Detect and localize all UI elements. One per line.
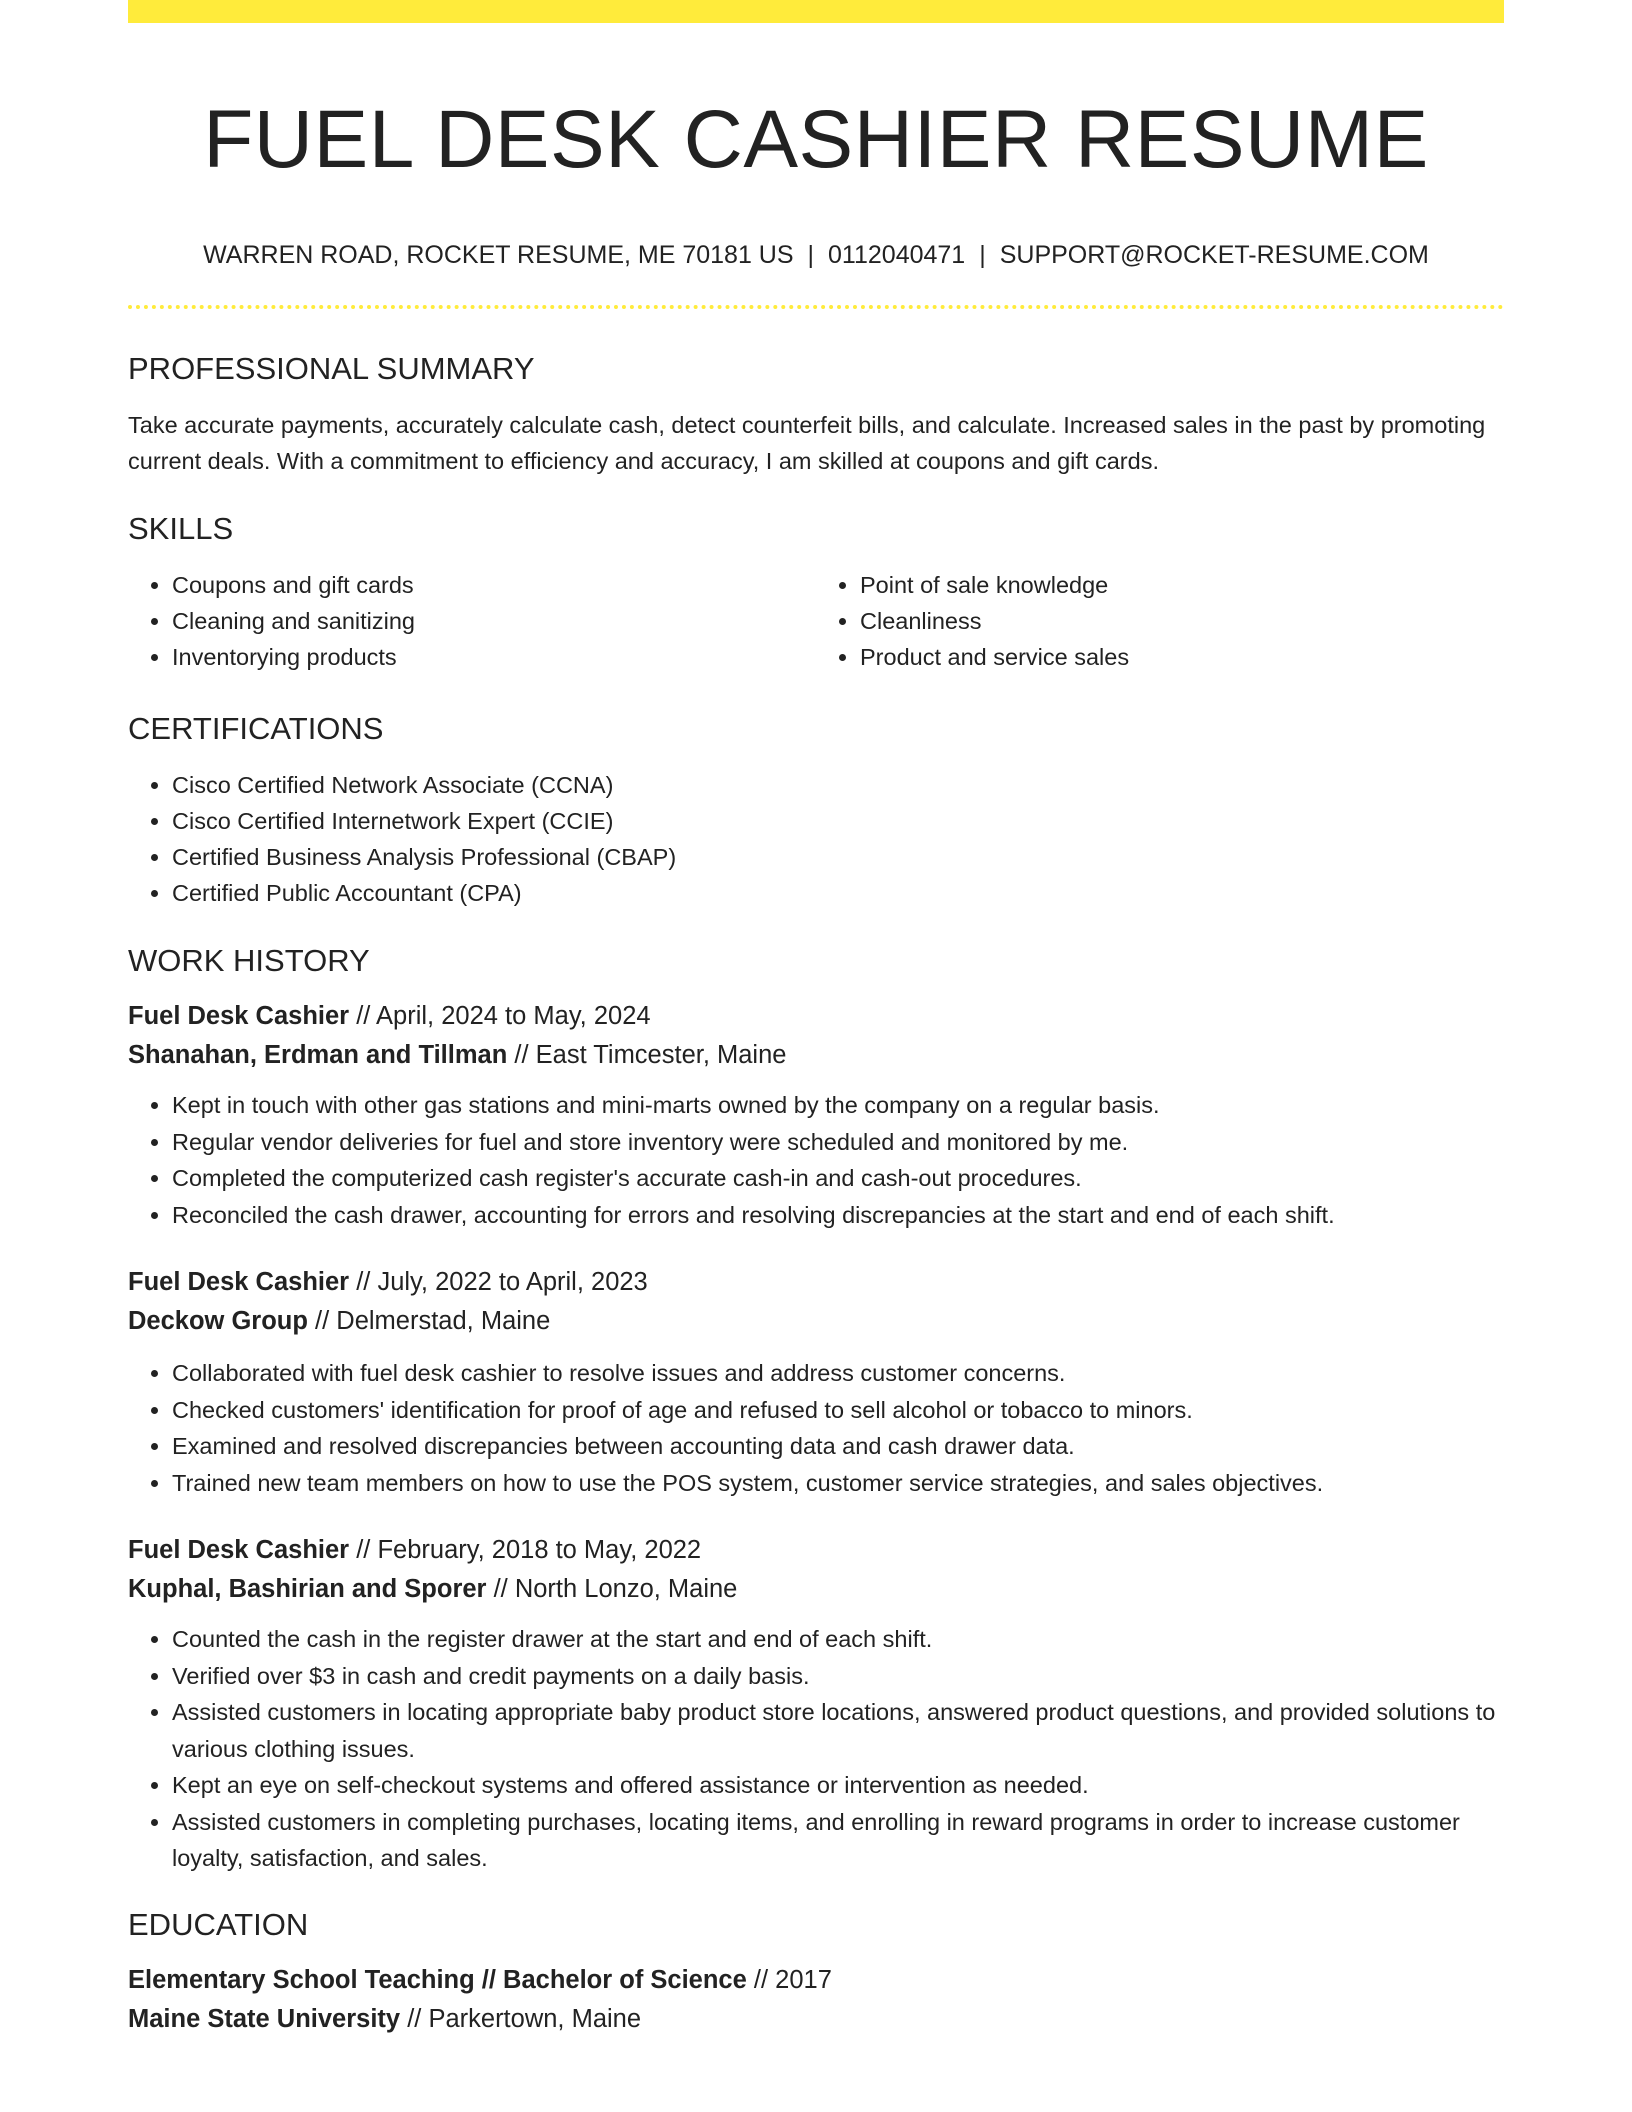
education-year: 2017 — [775, 1965, 832, 1994]
education-school-line — [128, 2000, 1504, 2039]
job-entry — [128, 997, 1504, 1233]
education-degree-line — [128, 1961, 1504, 2000]
education-location: Parkertown, Maine — [428, 2004, 642, 2033]
separator: // — [746, 1965, 776, 1994]
job-title-line — [128, 1263, 1504, 1302]
job-company-line — [128, 1036, 1504, 1075]
skill-item: • Cleaning and sanitizing — [172, 603, 816, 639]
section-heading-certifications: CERTIFICATIONS — [128, 711, 384, 746]
section-heading-education: EDUCATION — [128, 1906, 309, 1942]
dotted-divider — [128, 305, 1504, 309]
certification-item: • Certified Business Analysis Professional (CBAP) — [172, 839, 1504, 875]
job-bullet: • Counted the cash in the register drawer at the start and end of each shift. — [172, 1621, 1504, 1658]
summary-section — [128, 349, 1504, 479]
job-company: Shanahan, Erdman and Tillman — [128, 1041, 508, 1069]
certification-item: • Cisco Certified Internetwork Expert (CCIE) — [172, 803, 1504, 839]
job-role: Fuel Desk Cashier — [128, 1268, 350, 1296]
skills-grid — [128, 567, 1504, 675]
job-bullet: • Regular vendor deliveries for fuel and store inventory were scheduled and monitored by me. — [172, 1124, 1504, 1161]
job-location: East Timcester, Maine — [535, 1041, 787, 1069]
job-company: Kuphal, Bashirian and Sporer — [128, 1575, 487, 1603]
job-bullet: • Assisted customers in locating appropriate baby product store locations, answered product questions, and provided solutions to various clothing issues. — [172, 1694, 1504, 1767]
certifications-section — [128, 709, 1504, 911]
skill-item: • Inventorying products — [172, 639, 816, 675]
job-company-line — [128, 1302, 1504, 1341]
contact-separator: | — [979, 241, 986, 269]
skill-item: • Cleanliness — [860, 603, 1504, 639]
contact-line — [128, 239, 1504, 271]
section-heading-summary: PROFESSIONAL SUMMARY — [128, 351, 535, 386]
certification-item: • Cisco Certified Network Associate (CCNA) — [172, 767, 1504, 803]
job-dates: July, 2022 to April, 2023 — [377, 1268, 648, 1296]
job-bullets — [128, 1087, 1504, 1233]
job-role: Fuel Desk Cashier — [128, 1002, 350, 1030]
job-bullet: • Collaborated with fuel desk cashier to resolve issues and address customer concerns. — [172, 1355, 1504, 1392]
skills-section — [128, 509, 1504, 675]
education-school: Maine State University — [128, 2004, 401, 2033]
separator: // — [507, 1041, 536, 1069]
job-role: Fuel Desk Cashier — [128, 1536, 350, 1564]
job-company-line — [128, 1570, 1504, 1609]
resume-title: FUEL DESK CASHIER RESUME — [203, 94, 1429, 185]
certification-item: • Certified Public Accountant (CPA) — [172, 875, 1504, 911]
skill-item: • Product and service sales — [860, 639, 1504, 675]
section-heading-skills: SKILLS — [128, 511, 234, 546]
job-location: North Lonzo, Maine — [514, 1575, 738, 1603]
skills-list-left — [128, 567, 816, 675]
job-bullet: • Checked customers' identification for proof of age and refused to sell alcohol or tobacco to minors. — [172, 1392, 1504, 1429]
work-history-section — [128, 941, 1504, 1877]
job-entry — [128, 1263, 1504, 1501]
job-company: Deckow Group — [128, 1307, 308, 1335]
skill-item: • Coupons and gift cards — [172, 567, 816, 603]
contact-address: WARREN ROAD, ROCKET RESUME, ME 70181 US — [203, 241, 794, 269]
job-title-line — [128, 997, 1504, 1036]
job-entry — [128, 1531, 1504, 1877]
contact-email[interactable]: SUPPORT@ROCKET-RESUME.COM — [999, 241, 1429, 269]
separator: // — [400, 2004, 429, 2033]
separator: // — [349, 1002, 377, 1030]
summary-text: Take accurate payments, accurately calculate cash, detect counterfeit bills, and calculate. Increased sales in the past by promoting current deals. With a commitment to efficiency and accuracy, I am skilled at coupons and gift cards. — [128, 412, 1486, 474]
contact-phone: 0112040471 — [828, 241, 966, 269]
job-bullets — [128, 1621, 1504, 1877]
job-bullet: • Trained new team members on how to use the POS system, customer service strategies, and sales objectives. — [172, 1465, 1504, 1502]
certifications-list — [128, 767, 1504, 911]
resume-page — [128, 0, 1504, 2112]
skills-list-right — [816, 567, 1504, 675]
education-section — [128, 1905, 1504, 2039]
job-bullet: • Kept an eye on self-checkout systems and offered assistance or intervention as needed. — [172, 1767, 1504, 1804]
job-bullet: • Verified over $3 in cash and credit payments on a daily basis. — [172, 1658, 1504, 1695]
job-bullet: • Kept in touch with other gas stations and mini-marts owned by the company on a regular basis. — [172, 1087, 1504, 1124]
job-dates: April, 2024 to May, 2024 — [376, 1002, 651, 1030]
job-bullet: • Examined and resolved discrepancies between accounting data and cash drawer data. — [172, 1428, 1504, 1465]
accent-top-bar — [128, 0, 1504, 23]
job-location: Delmerstad, Maine — [336, 1307, 551, 1335]
job-bullet: • Reconciled the cash drawer, accounting for errors and resolving discrepancies at the start and end of each shift. — [172, 1197, 1504, 1234]
education-degree: Elementary School Teaching // Bachelor of Science — [128, 1965, 747, 1994]
job-bullets — [128, 1355, 1504, 1501]
contact-separator: | — [807, 241, 815, 269]
job-bullet: • Assisted customers in completing purchases, locating items, and enrolling in reward programs in order to increase customer loyalty, satisfaction, and sales. — [172, 1804, 1504, 1877]
section-heading-work-history: WORK HISTORY — [128, 943, 370, 978]
job-bullet: • Completed the computerized cash register's accurate cash-in and cash-out procedures. — [172, 1160, 1504, 1197]
skill-item: • Point of sale knowledge — [860, 567, 1504, 603]
separator: // — [349, 1536, 378, 1564]
job-dates: February, 2018 to May, 2022 — [377, 1536, 702, 1564]
separator: // — [307, 1307, 337, 1335]
separator: // — [349, 1268, 378, 1296]
separator: // — [486, 1575, 515, 1603]
job-title-line — [128, 1531, 1504, 1570]
